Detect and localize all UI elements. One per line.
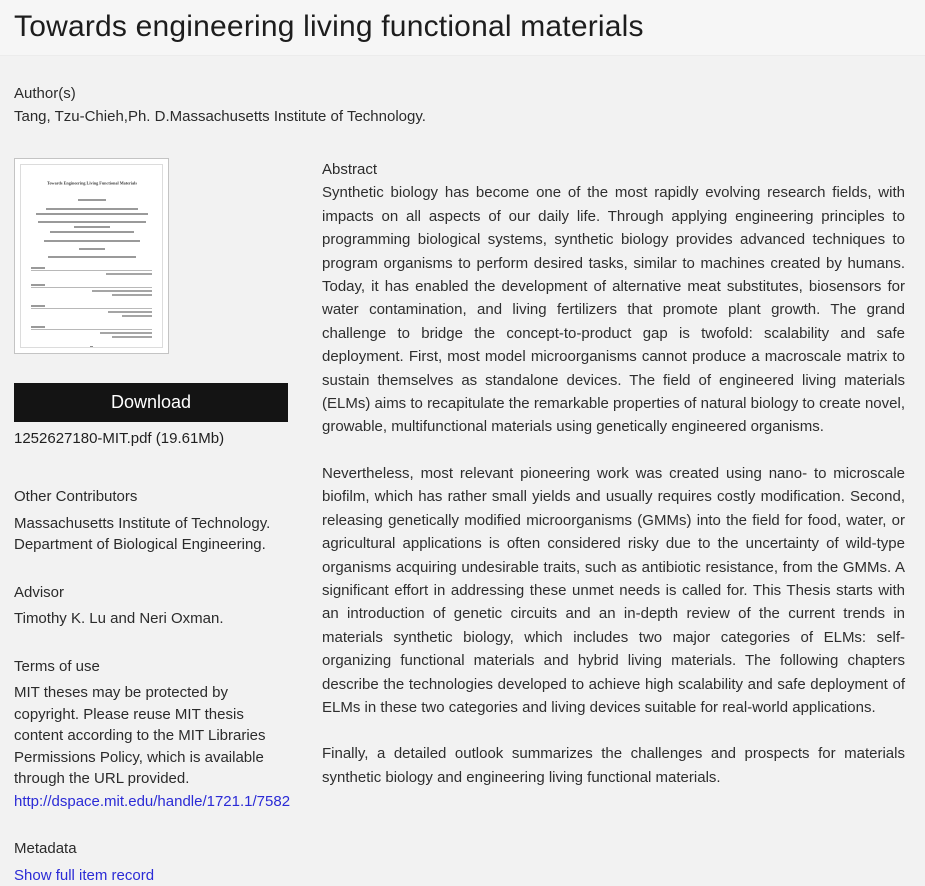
- metadata-section: [14, 838, 288, 886]
- thumbnail-text-line: [74, 226, 110, 228]
- thumbnail-signature-block: [31, 284, 152, 296]
- thumbnail-text-line: [44, 240, 140, 242]
- thumbnail-text-line: [48, 256, 136, 258]
- terms-url-link[interactable]: http://dspace.mit.edu/handle/1721.1/7582: [14, 792, 291, 810]
- thumbnail-signature-lines: [31, 267, 152, 338]
- terms-body: MIT theses may be protected by copyright. Please reuse MIT thesis content according to the MIT Libraries Permissions Policy, which is available through the URL provided.: [14, 684, 266, 787]
- author-value: Tang, Tzu-Chieh,Ph. D.Massachusetts Institute of Technology.: [14, 108, 426, 125]
- thumbnail-signature-block: [31, 267, 152, 275]
- thumbnail-page-number: [90, 346, 93, 348]
- page-header: [0, 0, 925, 56]
- other-contributors-line: Department of Biological Engineering.: [14, 536, 266, 553]
- terms-heading: Terms of use: [14, 657, 100, 675]
- other-contributors-heading: Other Contributors: [14, 488, 138, 505]
- thumbnail-text-lines: [31, 199, 152, 258]
- item-sidebar: [14, 158, 291, 886]
- advisor-value: Timothy K. Lu and Neri Oxman.: [14, 610, 224, 627]
- thumbnail-text-line: [46, 208, 138, 210]
- thumbnail-title: Towards Engineering Living Functional Materials: [46, 181, 137, 186]
- file-info: 1252627180-MIT.pdf (19.61Mb): [14, 430, 225, 447]
- abstract-heading: Abstract: [322, 161, 378, 178]
- thumbnail-signature-block: [31, 305, 152, 317]
- author-section: [0, 56, 925, 128]
- author-label: Author(s): [14, 85, 76, 102]
- pdf-thumbnail-page: [20, 164, 163, 348]
- main-content: [0, 158, 925, 886]
- thumbnail-text-line: [36, 213, 148, 215]
- page-title: Towards engineering living functional materials: [14, 10, 644, 43]
- other-contributors-line: Massachusetts Institute of Technology.: [14, 514, 271, 532]
- abstract-column: [322, 158, 905, 886]
- advisor-section: [14, 582, 288, 630]
- thumbnail-signature-block: [31, 326, 152, 338]
- abstract-paragraph: Synthetic biology has become one of the most rapidly evolving research fields, with impacts on all aspects of our daily life. Through applying engineering principles to programming biological systems, synthetic biology provides advanced techniques to program organisms to perform desired tasks, similar to machines created by humans. Today, it has enabled the development of alternative meat substitutes, biosensors for water contamination, and living fertilizers that promote plant growth. The grand challenge to bridge the concept-to-product gap is twofold: scalability and safe deployment. First, most model microorganisms cannot produce a macroscale matrix to sustain themselves as standalone devices. The field of engineered living materials (ELMs) aims to recapitulate the remarkable properties of natural biology to create novel, growable, multifunctional materials using genetically engineered organisms.: [322, 184, 905, 436]
- thumbnail-text-line: [78, 199, 106, 201]
- abstract-paragraph: Finally, a detailed outlook summarizes the challenges and prospects for materials synthetic biology and engineering living functional materials.: [322, 745, 905, 786]
- advisor-heading: Advisor: [14, 583, 65, 601]
- download-button[interactable]: Download: [14, 383, 288, 422]
- terms-of-use-section: [14, 656, 291, 813]
- thumbnail-text-line: [38, 221, 146, 223]
- pdf-thumbnail[interactable]: [14, 158, 169, 354]
- other-contributors-section: [14, 486, 288, 556]
- thumbnail-title-wrap: [31, 181, 152, 189]
- metadata-heading: Metadata: [14, 840, 77, 857]
- show-full-record-link[interactable]: Show full item record: [14, 866, 155, 884]
- thumbnail-text-line: [50, 231, 134, 233]
- abstract-paragraph: Nevertheless, most relevant pioneering work was created using nano- to microscale biofilm, which has rather small yields and usually requires costly modification. Second, releasing genetically modified microorganisms (GMMs) into the field for food, water, or agricultural applications is often considered risky due to the uncertainty of wild-type organisms acquiring undesirable traits, such as antibiotic resistance, from the GMMs. A significant effort in addressing these unmet needs is called for. This Thesis starts with an introduction of genetic circuits and an in-depth review of the current trends in materials synthetic biology, which includes two major categories of ELMs: self-organizing functional materials and hybrid living materials. The following chapters describe the technologies developed to achieve high scalability and safe deployment of ELMs in these two categories and living devices suitable for real-world applications.: [322, 464, 905, 716]
- thumbnail-text-line: [79, 248, 105, 250]
